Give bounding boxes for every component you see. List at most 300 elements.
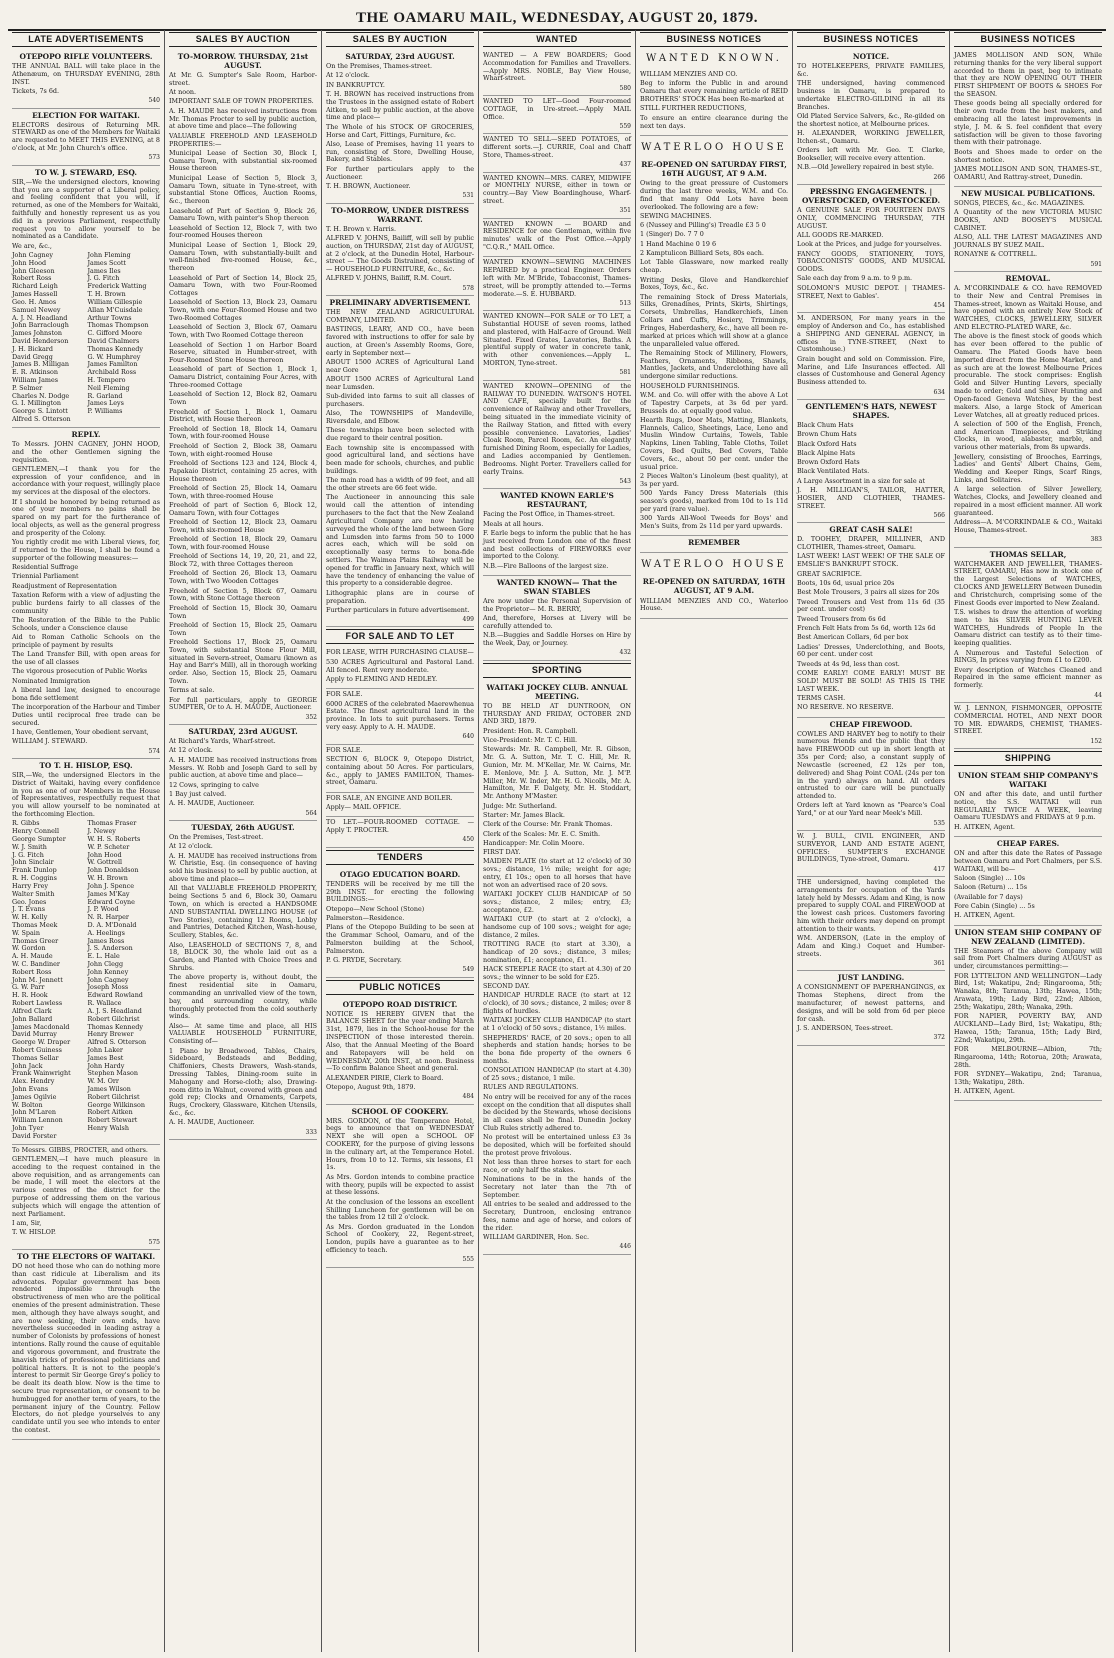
ad-title: RE-OPENED ON SATURDAY, 16TH AUGUST, AT 9 A.M.: [642, 577, 786, 596]
signatory-name: Alfred S. Otterson: [87, 1038, 147, 1047]
ad-text: 530 ACRES Agricultural and Pastoral Land. All fenced. Rent very moderate.: [326, 657, 474, 674]
ad-text: HANDICAP HURDLE RACE (to start at 12 o'clock), of 30 sovs.; distance, 2 miles; over 8 flights of hurdles.: [483, 991, 631, 1016]
ad-text: FOR NAPIER, POVERTY BAY, AND AUCKLAND—Lady Bird, 1st; Wakatipu, 8th; Hawea, 15th; Taranua, 15th; Lady Bird, 22nd; Wakatipu, 29th.: [954, 1012, 1102, 1044]
ad-text: The above is the finest stock of goods which has ever been offered to the public of Oamaru. The Plated Goods have been imported direct from the Home Market, and as such are at the lowest Melbourne Prices procurable. The stock comprises: English Gold and Silver Hunting Levers, specially made to order; Gold and Silver Hunting and Open-faced Geneva Watches, by the best makers. Also, a large Stock of American Lever Watches, all at greatly reduced prices.: [954, 332, 1102, 419]
column-6: [793, 30, 950, 1652]
ad-title: NEW MUSICAL PUBLICATIONS.: [961, 188, 1095, 198]
ad-text: A GENUINE SALE FOR FOURTEEN DAYS ONLY, COMMENCING THURSDAY, 7TH AUGUST.: [797, 205, 945, 230]
advertisement: [483, 50, 631, 96]
ad-text: TENDERS will be received by me till the 29th INST. for erecting the following BUILDINGS:—: [326, 879, 474, 904]
advertisement: [326, 647, 474, 689]
section-heading: WANTED: [483, 32, 631, 47]
ad-text: W. J. BULL, CIVIL ENGINEER, AND SURVEYOR, LAND AND ESTATE AGENT, OFFICES: SUMPTER'S EXCHANGE BUILDINGS, Tyne-street, Oamaru.: [797, 831, 945, 864]
signatory-name: G. W. Humphrey: [87, 352, 141, 361]
signatory-name: J. P. Wood: [87, 905, 119, 914]
ad-text: Leasehold of Part of Section 9, Block 26, Oamaru Town, with painter's Shop thereon: [169, 206, 317, 223]
signatory-name: W. H. S. Roberts: [87, 835, 141, 843]
ad-text: Freehold of Sections 123 and 124, Block 4, Papakaio District, containing 25 acres, with House thereon: [169, 458, 317, 483]
ad-number: 446: [619, 1243, 631, 1251]
signatory-name: H. R. Hook: [12, 991, 48, 1000]
signatory-name: W. Spain: [12, 928, 40, 937]
ad-text: Sub-divided into farms to suit all classes of purchasers.: [326, 392, 474, 409]
ad-text: The Whole of his STOCK OF GROCERIES, Horse and Cart, Fittings, Furniture, &c.: [326, 122, 474, 139]
ad-text: SIR,—We the undersigned electors, knowing that you are a supporter of a Liberal policy, and feeling confident that you will, if returned, as one of the Members for Waitaki, faithfully and honestly represent us as you did in a previous Parliament, respectfully request you to allow yourself to be nominated as a Candidate.: [12, 177, 160, 241]
ad-text: THE Steamers of the above Company will sail from Port Chalmers during AUGUST as under, circumstances permitting:—: [954, 946, 1102, 971]
ad-text: President: Hon. R. Campbell.: [483, 726, 578, 735]
ad-text: NO RESERVE. NO RESERVE.: [797, 703, 894, 712]
ad-text: THE undersigned, having completed the arrangements for occupation of the Yards lately held by Messrs. Adam and King, is now prepared to supply COAL and FIREWOOD at the lowest cash prices. Customers favoring him with their orders may depend on prompt attention to their wants.: [797, 877, 945, 933]
ad-text: A Numerous and Tasteful Selection of RINGS, In prices varying from £1 to £200.: [954, 648, 1102, 665]
signatory-name: W. C. Bandiner: [12, 960, 60, 968]
signatory-name: A. Heelings: [87, 928, 125, 937]
ad-text: 1 Bay just calved.: [169, 790, 227, 798]
advertisement: [326, 296, 474, 627]
ad-text: Leasehold of Part of Section 14, Block 25, Oamaru Town, with two Four-Roomed Cottages: [169, 273, 317, 298]
ad-text: H. ALEXANDER, WORKING JEWELLER, Itchen-st., Oamaru.: [797, 129, 945, 145]
signatory-name: John Tyer: [12, 1124, 44, 1133]
ad-text: At 12 o'clock.: [169, 746, 213, 755]
display-heading: WATERLOO HOUSE: [641, 141, 787, 153]
signatory-name: A. J. S. Headland: [87, 1006, 142, 1015]
signatory-name: James Familton: [87, 360, 138, 369]
ad-text: Freehold of Sections 14, 19, 20, 21, and 22, Block 72, with three Cottages thereon: [169, 552, 317, 569]
advertisement: [797, 313, 945, 400]
ad-text: Vice-President: Mr. T. C. Hill.: [483, 736, 578, 745]
ad-text: The above property is, without doubt, the finest residential site in Oamaru, commanding an unrivalled view of the town, bay, and surrounding country, while thoroughly protected from the cold southerly winds.: [169, 973, 317, 1021]
advertisement: [12, 109, 160, 166]
advertisement: [640, 69, 788, 136]
ad-text: WANTED TO LET—Good Four-roomed COTTAGE, in Ure-street.—Apply MAIL Office.: [483, 97, 631, 121]
ad-text: Freehold of Section 2, Block 38, Oamaru Town, with eight-roomed House: [169, 441, 317, 458]
ad-text: Freehold of Section 25, Block 14, Oamaru Town, with three-roomed House: [169, 483, 317, 500]
signatory-list: [12, 252, 160, 424]
ad-text: Ladies' Dresses, Underclothing, and Boots, 60 per cent. under cost: [797, 642, 945, 659]
signatory-name: Robert Ross: [12, 967, 52, 976]
ad-text: A liberal land law, designed to encourage bona fide settlement: [12, 685, 160, 702]
signatory-name: W. H. Brown: [87, 874, 128, 883]
ad-text: Fore Cabin (Single) ... 5s: [954, 901, 1035, 910]
signatory-name: Charles N. Dodge: [12, 391, 70, 400]
ad-text: Freehold of part of Section 6, Block 12, Oamaru Town, with four Cottages: [169, 500, 317, 517]
ad-text: Also, LEASEHOLD of SECTIONS 7, 8, and 18, BLOCK 30, the whole laid out as a Garden, and Planted with Choice Trees and Shrubs.: [169, 940, 317, 972]
signatory-name: Robert Stewart: [87, 1116, 138, 1125]
ad-text: STILL FURTHER REDUCTIONS,: [640, 104, 747, 113]
ad-text: T.S. wishes to draw the attention of working men to his SILVER HUNTING LEVER WATCHES, Hundreds of People In the Oamaru district can testify as to their time-keeping qualities.: [954, 607, 1102, 648]
ad-text: Otepopo—New School (Stone): [326, 904, 425, 913]
ad-text: These townships have been selected with due regard to their central position.: [326, 426, 474, 443]
ad-text: Hearth Rugs, Door Mats, Matting, Blankets, Flannels, Calico, Sheetings, Lace, Leno and Muslin Window Curtains, Towels, Table Napkins, Linen Tabling, Table Cloths, Toilet Covers, Bed Quilts, Bed Covers, Table Covers, &c., about 50 per cent. under the usual price.: [640, 415, 788, 471]
ad-text: Apply to FLEMING AND HEDLEY.: [326, 674, 438, 683]
advertisement: [483, 489, 631, 576]
signatory-name: Thomas Fraser: [87, 819, 137, 828]
ad-text: Readjustment of Representation: [12, 581, 117, 590]
ad-text: IMPORTANT SALE OF TOWN PROPERTIES.: [169, 97, 314, 106]
signatory-name: John Hood: [12, 258, 47, 267]
ad-title: ELECTION FOR WAITAKI.: [32, 110, 140, 120]
ad-text: Orders left at Yard known as "Pearce's Coal Yard," or at our Yard near Meek's Mill.: [797, 801, 945, 818]
signatory-name: H. Tempero: [87, 376, 126, 384]
ad-number: 351: [619, 207, 631, 215]
signatory-name: William Gillespie: [87, 297, 143, 306]
ad-text: Are now under the Personal Supervision of the Proprietor— M. R. BERRY,: [483, 597, 631, 613]
columns-container: [8, 30, 1106, 1652]
advertisement: [797, 400, 945, 524]
signatory-name: D. A. M'Donald: [87, 920, 137, 929]
column-4: [479, 30, 636, 1652]
signatory-name: T. H. Brown: [87, 290, 126, 299]
advertisement: [326, 745, 474, 793]
advertisement: [169, 50, 317, 725]
ad-text: A CONSIGNMENT OF PAPERHANGINGS, ex Thomas Stephens, direct from the manufacturer, of newest patterns, and designs, and will be sold from 6d per piece for cash.: [797, 983, 945, 1023]
ad-text: Boots and Shoes made to order on the shortest notice.: [954, 147, 1102, 164]
ad-text: Freehold Sections 17, Block 25, Oamaru Town, with substantial Stone Flour Mill, situated in Severn-street, Oamaru (known as Hay and Barr's Mill), all in thorough working order. Also, Section 15, Block 25, Oamaru Town.: [169, 637, 317, 686]
ad-text: To ensure an entire clearance during the next ten days.: [640, 113, 788, 130]
ad-text: JAMES MOLLISON AND SON, While returning thanks for the very liberal support accorded to them in past, beg to intimate that they are NOW OPENING OUT THEIR FIRST SHIPMENT OF BOOTS & SHOES For the SEASON.: [954, 50, 1102, 99]
ad-text: Facing the Post Office, in Thames-street.: [483, 510, 615, 519]
ad-text: 1 Hand Machine 0 19 6: [640, 239, 717, 248]
advertisement: [954, 272, 1102, 548]
ad-number: 361: [933, 960, 945, 968]
signatory-name: J. G. Fitch: [12, 850, 44, 859]
advertisement: [483, 576, 631, 661]
advertisement: [954, 703, 1102, 749]
advertisement: [483, 311, 631, 381]
ad-text: Residential Suffrage: [12, 563, 79, 572]
ad-text: ALFRED V. JOHNS, Bailiff, R.M. Court.: [326, 274, 452, 283]
advertisement: [483, 219, 631, 258]
ad-text: Lithographic plans are in course of preparation.: [326, 588, 474, 605]
ad-title: OTEPOPO RIFLE VOLUNTEERS.: [19, 51, 153, 61]
ad-number: 383: [1090, 536, 1102, 544]
signatory-name: C. Gifford Moore: [87, 329, 143, 338]
ad-text: Beg to inform the Public in and around Oamaru that every remaining article of REID BROTHERS' STOCK Has been Re-marked at: [640, 79, 788, 104]
signatory-name: J. S. Anderson: [87, 944, 133, 953]
signatory-name: A. H. Maude: [12, 952, 53, 961]
ad-text: Black Alpine Hats: [797, 448, 855, 457]
ad-number: 549: [462, 966, 474, 974]
signatory-name: E. L. Hale: [87, 952, 120, 961]
ad-text: We are, &c.,: [12, 241, 52, 250]
ad-text: Also, Lease of Premises, having 11 years to run, consisting of Store, Dwelling House, Bakery, and Stables.: [326, 139, 474, 164]
signatory-name: R. H. Coggins: [12, 874, 57, 883]
ad-text: WILLIAM MENZIES AND CO., Waterloo House.: [640, 596, 788, 613]
signatory-name: James Ross: [87, 936, 125, 945]
signatory-name: John Barraclough: [12, 321, 69, 330]
advertisement: [483, 681, 631, 1255]
signatory-column: [12, 252, 85, 424]
ad-text: FOR SALE, AN ENGINE AND BOILER.: [326, 793, 453, 802]
ad-text: And, therefore, Horses at Livery will be carefully attended to.: [483, 614, 631, 631]
signatory-name: Edward Rowland: [87, 991, 143, 1000]
ad-text: WANTED KNOWN—SEWING MACHINES REPAIRED by a practical Engineer. Orders left with Mr. M'Bride, Tobacconist, Thames-street, will be promptly attended to.—Terms moderate.—S. E. HUBBARD.: [483, 258, 631, 298]
signatory-name: James B. Milligan: [12, 360, 70, 369]
ad-text: D. TOOHEY, DRAPER, MILLINER, AND CLOTHIER, Thames-street, Oamaru.: [797, 535, 945, 552]
signatory-name: Thomas Meek: [12, 920, 58, 929]
ad-text: WILLIAM MENZIES AND CO.: [640, 70, 738, 79]
ad-text: F. Earle begs to inform the public that he has just received from London one of the finest and best collections of FIREWORKS ever imported to the Colony.: [483, 528, 631, 561]
ad-text: J. S. ANDERSON, Tees-street.: [797, 1023, 893, 1032]
ad-text: SECTION 6, BLOCK 9, Otepopo District, containing about 50 Acres. For particulars, &c., apply to JAMES FAMILTON, Thames-street, Oamaru.: [326, 754, 474, 787]
ad-title: PRESSING ENGAGEMENTS. | OVERSTOCKED, OVERSTOCKED.: [801, 186, 941, 205]
ad-text: No protest will be entertained unless £3 3s be deposited, which will be forfeited should the protest prove frivolous.: [483, 1133, 631, 1157]
advertisement: [483, 257, 631, 311]
ad-text: ALL GOODS RE-MARKED.: [797, 230, 884, 239]
advertisement: [797, 877, 945, 971]
advertisement: [12, 1145, 160, 1250]
ad-text: SOLOMON'S MUSIC DEPOT. | THAMES-STREET, Next to Gables'.: [797, 283, 945, 300]
ad-title: CHEAP FARES.: [996, 839, 1060, 849]
ad-text: DO not heed those who can do nothing more than cast ridicule at Liberalism and its advocates. Popular government has been rendered impossible through the obstructiveness of men who are the political enemies of the present administration. These men, although they have always sought, and are now seeking, their own ends, have nevertheless succeeded in leading astray a number of Colonists by professions of honest intentions. Rally round the cause of equitable and vigorous government, and frustrate the knavish tricks of professional politicians and political hatters. It is not to the people's interest to permit Sir George Grey's policy to be dealt its death blow. Now is the time to secure true representation, or consent to be humbugged for another term of years, to the permanent injury of the Country. Fellow Electors, do not pledge yourselves to any candidate until you see who intends to enter the contest.: [12, 1261, 160, 1435]
signatory-name: Thomas Thompson: [87, 321, 149, 330]
ad-title: NOTICE.: [852, 51, 890, 61]
signatory-name: John Clegg: [87, 960, 124, 968]
signatory-name: James Scott: [87, 258, 126, 267]
signatory-column: [88, 820, 161, 1140]
signatory-list: [12, 820, 160, 1140]
masthead: THE OAMARU MAIL, WEDNESDAY, AUGUST 20, 1879.: [8, 6, 1106, 31]
signatory-name: James Wilson: [87, 1085, 131, 1093]
ad-text: For full particulars, apply to GEORGE SUMPTER, Or to A. H. MAUDE, Auctioneer.: [169, 695, 317, 712]
signatory-name: James Best: [87, 1053, 124, 1062]
ad-text: Apply— MAIL OFFICE.: [326, 802, 402, 811]
signatory-name: James Iles: [87, 266, 121, 275]
ad-text: 500 Yards Fancy Dress Materials (this season's goods), marked from 10d to 1s 11d per yard (rare value).: [640, 489, 788, 513]
signatory-name: James Ogilvie: [12, 1092, 57, 1101]
ad-text: For further particulars apply to the Auctioneer.: [326, 164, 474, 181]
ad-text: Best Mole Trousers, 3 pairs all sizes for 20s: [797, 588, 940, 597]
advertisement: [326, 204, 474, 297]
ad-text: Nominated Immigration: [12, 676, 91, 685]
signatory-name: Thomas Sellar: [12, 1053, 59, 1062]
ad-number: 573: [148, 154, 160, 162]
ad-text: Municipal Lease of Section 5, Block 3, Oamaru Town, situate in Tyne-street, with substantial Stone Offices, Auction Rooms, &c., thereon: [169, 173, 317, 206]
ad-text: T. H. BROWN, Auctioneer.: [326, 181, 411, 190]
ad-text: Freehold of Section 18, Block 14, Oamaru Town, with four-roomed House: [169, 424, 317, 441]
ad-text: T. W. HISLOP.: [12, 1228, 56, 1237]
signatory-name: Alfred S. Otterson: [12, 415, 71, 424]
ad-number: 152: [1090, 737, 1102, 745]
ad-text: WANTED — A FEW BOARDERS; Good Accommodation for Families and Travellers.—Apply MRS. NOBLE, Bay View House, Wharf-street.: [483, 50, 631, 83]
ad-text: No entry will be received for any of the races except on the condition that all disputes shall be decided by the Stewards, whose decisions in all cases shall be final. Dunedin Jockey Club Rules strictly adhered to.: [483, 1092, 631, 1132]
advertisement: [12, 166, 160, 428]
section-heading: BUSINESS NOTICES: [640, 32, 788, 47]
column-1: [8, 30, 165, 1652]
ad-text: VALUABLE FREEHOLD AND LEASEHOLD PROPERTIES:—: [169, 131, 317, 148]
signatory-name: James Hassell: [12, 290, 58, 299]
signatory-name: Thomas Kennedy: [87, 1022, 144, 1031]
ad-text: RULES AND REGULATIONS.: [483, 1083, 579, 1092]
ad-number: 559: [619, 122, 631, 130]
ad-text: FIRST DAY.: [483, 848, 521, 857]
advertisement: [326, 689, 474, 744]
section-heading: LATE ADVERTISEMENTS: [12, 32, 160, 47]
signatory-name: David Henderson: [12, 336, 69, 345]
ad-text: On the Premises, Test-street.: [169, 832, 264, 841]
ad-number: 333: [305, 1128, 317, 1136]
ad-text: Lot Table Glassware, now marked really cheap.: [640, 258, 788, 275]
advertisement: [797, 523, 945, 717]
ad-text: Freehold of Section 1, Block 1, Oamaru District, with House thereon: [169, 407, 317, 424]
ad-text: The incorporation of the Harbour and Timber Duties until reciprocal free trade can be secured.: [12, 703, 160, 727]
signatory-name: R. Wallace: [87, 999, 122, 1008]
signatory-column: [12, 820, 85, 1140]
signatory-name: Allan M'Cuisdale: [87, 305, 143, 314]
ad-text: SHEPHERDS' RACE, of 20 sovs.; open to all shepherds and station hands; horses to be the bona fide property of the owners 6 months.: [483, 1033, 631, 1065]
ad-title: TO THE ELECTORS OF WAITAKI.: [16, 1251, 156, 1261]
ad-text: TO BE HELD AT DUNTROON, ON THURSDAY AND FRIDAY, OCTOBER 2ND AND 3RD, 1879.: [483, 701, 631, 726]
ad-text: 6000 ACRES of the celebrated Maerewhenua Estate. The finest agricultural land in the province. In lots to suit purchasers. Terms very easy. Apply to A. H. MAUDE.: [326, 699, 474, 731]
ad-text: Saloon (Single) ... 10s: [954, 874, 1026, 882]
ad-text: At 12 o'clock.: [169, 842, 213, 851]
ad-number: 432: [619, 649, 631, 657]
signatory-name: W. H. Kelly: [12, 913, 48, 922]
ad-text: JAMES MOLLISON AND SON, THAMES-ST., OAMARU, And Rattray-street, Dunedin.: [954, 164, 1102, 181]
advertisement: [169, 821, 317, 1140]
ad-number: 372: [933, 1034, 945, 1042]
signatory-name: John J. Spence: [87, 881, 135, 890]
ad-number: 531: [462, 192, 474, 200]
ad-text: WATCHMAKER AND JEWELLER, THAMES-STREET, OAMARU, Has now in stock one of the Largest Selections of WATCHES, CLOCKS AND JEWELLERY Between Dunedin and Christchurch, comprising some of the Finest Goods ever imported to New Zealand.: [954, 559, 1102, 607]
ad-text: ON and after this date the Rates of Passage between Oamaru and Port Chalmers, per S.S. WAITAKI, will be—: [954, 849, 1102, 873]
signatory-name: John Kenney: [87, 967, 129, 976]
ad-text: GENTLEMEN,—I have much pleasure in acceding to the request contained in the above requisition, and as arrangements can be made, I will meet the electors at the various centres of the district for the purpose of addressing them on the various subjects which will engage the attention of next Parliament.: [12, 1155, 160, 1218]
signatory-name: Archibald Ross: [87, 368, 137, 377]
signatory-name: Frederick Watting: [87, 282, 147, 291]
ad-text: T. H. BROWN has received instructions from the Trustees in the assigned estate of Robert Aitken, to sell by public auction, at the above time and place—: [326, 89, 474, 122]
ad-text: Freehold of Section 18, Block 29, Oamaru Town, with four-roomed House: [169, 535, 317, 552]
signatory-name: George W. Draper: [12, 1038, 71, 1047]
advertisement: [954, 187, 1102, 272]
ad-text: Meals at all hours.: [483, 519, 544, 528]
ad-title: GREAT CASH SALE!: [829, 525, 913, 535]
ad-text: Boots, 10s 6d, usual price 20s: [797, 578, 895, 587]
ad-text: WANTED KNOWN—FOR SALE or TO LET, a Substantial HOUSE of seven rooms, lathed and plastered, with Half-acre of Ground. Well Situated. Fixed Grates, Lavatories, Baths. A plentiful supply of water in concrete tank, with other conveniences.—Apply L. MORTON, Tyne-street.: [483, 312, 631, 368]
ad-text: Palmerston—Residence.: [326, 913, 405, 922]
signatory-name: James Macdonald: [12, 1022, 70, 1031]
signatory-name: Neil Fleming: [87, 383, 130, 392]
ad-text: Brown Oxford Hats: [797, 458, 860, 467]
ad-text: ON and after this date, and until further notice, the S.S. WAITAKI will run REGULARLY TWICE A WEEK, leaving Oamaru TUESDAYS and FRIDAYS at 9 p.m.: [954, 789, 1102, 822]
section-heading: SALES BY AUCTION: [326, 32, 474, 47]
signatory-name: Henry Brewer: [87, 1030, 134, 1039]
section-heading: BUSINESS NOTICES: [954, 32, 1102, 47]
advertisement: [12, 1250, 160, 1440]
ad-text: The Auctioneer in announcing this sale would call the attention of intending purchasers to the fact that the New Zealand Agricultural Company are now having surveyed the whole of the land between Gore and Lumsden into farms from 50 to 1000 acres each, which will be sold on exceptionally easy terms to bona-fide settlers. The Waimea Plains Railway will be opened for traffic in January next, which will have the tendency of enhancing the value of this property to a considerable degree.: [326, 493, 474, 588]
section-heading: BUSINESS NOTICES: [797, 32, 945, 47]
ad-number: 543: [619, 477, 631, 485]
ad-text: Leasehold of Section 12, Block 82, Oamaru Town: [169, 390, 317, 407]
ad-text: TO LET.—FOUR-ROOMED COTTAGE. —Apply T. PROCTER.: [326, 818, 474, 835]
ad-text: Not less than three horses to start for each race, or only half the stakes.: [483, 1158, 631, 1174]
ad-text: As Mrs. Gordon graduated in the London School of Cookery, 22, Regent-street, London, pupils have a guarantee as to her efficiency to teach.: [326, 1222, 474, 1255]
ad-text: The Remaining Stock of Millinery, Flowers, Feathers, Ornaments, Ribbons, Shawls, Mantles, Jackets, and Underclothing have all undergone similar reductions.: [640, 348, 788, 381]
section-heading: TENDERS: [326, 850, 474, 865]
ad-title: WAITAKI JOCKEY CLUB. ANNUAL MEETING.: [486, 682, 628, 701]
ad-text: RONAYNE & COTTRELL.: [954, 250, 1037, 259]
ad-text: Otepopo, August 9th, 1879.: [326, 1082, 416, 1091]
ad-text: N.B.—Old Jewellery repaired in best style.: [797, 163, 934, 172]
advertisement: [483, 134, 631, 172]
ad-text: A Quantity of the new VICTORIA MUSIC BOOKS, AND BOOSEY'S MUSICAL CABINET.: [954, 208, 1102, 232]
ad-text: BASTINGS, LEARY, AND CO., have been favored with instructions to offer for sale by auction, at Green's Assembly Rooms, Gore, early in September next—: [326, 325, 474, 357]
ad-text: A. H. MAUDE has received instructions from Messrs. W. Robb and Joseph Gard to sell by public auction, at above time and place—: [169, 755, 317, 780]
advertisement: [326, 50, 474, 204]
ad-text: MAIDEN PLATE (to start at 12 o'clock) of 30 sovs.; distance, 1½ mile; weight for age; entry, £1 10s.; open to all horses that have not won an advertised race of 20 sovs.: [483, 857, 631, 889]
ad-text: Freehold of Section 15, Block 30, Oamaru Town: [169, 603, 317, 620]
signatory-name: John Hood: [87, 850, 122, 859]
ad-text: 300 Yards All-Wool Tweeds for Boys' and Men's Suits, from 2s 11d per yard upwards.: [640, 514, 788, 530]
ad-text: Leasehold of part of Section 1, Block 1, Oamaru District, containing Four Acres, with Three-roomed Cottage: [169, 365, 317, 390]
advertisement: [640, 536, 788, 553]
section-heading: PUBLIC NOTICES: [326, 980, 474, 995]
ad-text: At Mr. G. Sumpter's Sale Room, Harbor-street.: [169, 71, 317, 87]
ad-text: N.B.—Fire Balloons of the largest size.: [483, 561, 609, 570]
signatory-name: Robert Gilchrist: [87, 1014, 140, 1023]
signatory-name: Joseph Moss: [87, 983, 129, 992]
ad-text: The vigorous prosecution of Public Works: [12, 667, 148, 676]
ad-text: Address—A. M'CORKINDALE & CO., Waitaki House, Thames-street.: [954, 518, 1102, 534]
signatory-name: Henry Connell: [12, 827, 60, 836]
ad-title: WANTED KNOWN— That the SWAN STABLES: [496, 578, 618, 597]
ad-text: FOR LYTTELTON AND WELLINGTON—Lady Bird, 1st; Wakatipu, 2nd; Ringarooma, 5th; Wanaka, 8th; Taranua, 13th; Hawea, 15th; Arawata, 19th; Lady Bird, 22nd; Albion, 25th; Wakatipu, 28th; Wanaka, 29th.: [954, 971, 1102, 1011]
ad-number: 640: [462, 733, 474, 741]
signatory-name: James Leys: [87, 399, 124, 408]
ad-text: M. ANDERSON, For many years in the employ of Anderson and Co., has established a SHIPPING AND GENERAL AGENCY, in offices in TYNE-STREET, (Next to Customhouse.): [797, 314, 945, 354]
signatory-name: Geo. H. Amos: [12, 297, 57, 306]
display-heading: WATERLOO HOUSE: [641, 559, 787, 571]
signatory-name: Geo. Jones: [12, 897, 47, 906]
ad-number: 634: [933, 388, 945, 396]
advertisement: [954, 548, 1102, 703]
signatory-name: David Murray: [12, 1030, 57, 1039]
signatory-name: R. Garland: [87, 391, 123, 400]
signatory-name: W. J. Smith: [12, 842, 47, 851]
column-7: [950, 30, 1106, 1652]
ad-text: W.M. and Co. will offer with the above A Lot of Tapestry Carpets, at 3s 6d per yard. Brussels do. at equally good value.: [640, 390, 788, 415]
ad-text: Leasehold of Section 12, Block 7, with two four-roomed Houses thereon: [169, 223, 317, 240]
signatory-name: Robert Lawless: [12, 999, 63, 1008]
ad-text: All that VALUABLE FREEHOLD PROPERTY, being Sections 5 and 6, Block 30, Oamaru Town, on which is erected a HANDSOME AND SUBSTANTIAL DWELLING HOUSE (of Two Stories), containing 12 Rooms, Lobby and Pantries, Detached Kitchen, Wash-house, Scullery, Stables, &c.: [169, 884, 317, 940]
signatory-name: George Sumpter: [12, 835, 66, 843]
ad-text: HOUSEHOLD FURNISHINGS.: [640, 381, 740, 390]
ad-text: If I should be honored by being returned as one of your members no pains shall be spared on my part for the furtherance of local objects, as well as the general progress and prosperity of the Colony.: [12, 497, 160, 537]
signatory-name: Samuel Newey: [12, 305, 61, 314]
ad-title: CHEAP FIREWOOD.: [829, 719, 913, 729]
signatory-name: Harry Frey: [12, 881, 49, 890]
ad-text: Plans of the Otepopo Building to be seen at the Grammar School, Oamaru, and of the Palmerston building at the School, Palmerston.: [326, 923, 474, 955]
ad-text: Tweed Trousers and Vest from 11s 6d (35 per cent. under cost): [797, 597, 945, 614]
ad-text: WM. ANDERSON, (Late in the employ of Adam and King.) Coquet and Humber-streets.: [797, 934, 945, 958]
ad-text: A. H. MAUDE has received instructions from Mr. Thomas Procter to sell by public auction, at above time and place—The following: [169, 106, 317, 131]
signatory-name: Henry Walsh: [87, 1124, 129, 1133]
ad-text: Judge: Mr. Sutherland.: [483, 801, 557, 810]
ad-title: REPLY.: [71, 429, 101, 439]
ad-text: As Mrs. Gordon intends to combine practice with theory, pupils will be expected to assist at these lessons.: [326, 1172, 474, 1197]
signatory-name: N. R. Harper: [87, 913, 129, 922]
ad-text: CONSOLATION HANDICAP (to start at 4.30) of 25 sovs.; distance, 1 mile.: [483, 1066, 631, 1083]
ad-text: ALEXANDER PIRIE, Clerk to Board.: [326, 1073, 444, 1082]
signatory-name: John Cagney: [12, 251, 53, 259]
ad-text: Clerk of the Course: Mr. Frank Thomas.: [483, 820, 613, 829]
ad-text: A. M'CORKINDALE & CO. have REMOVED to their New and Central Premises in Thames-street, known as Waitaki House, and have opened with an entirely New Stock of WATCHES, CLOCKS, JEWELLERY, SILVER AND ELECTRO-PLATED WARE, &c.: [954, 284, 1102, 332]
advertisement: [12, 759, 160, 1145]
ad-text: 6 (Nussey and Pilling's) Treadle £3 5 0: [640, 221, 766, 230]
ad-text: A Large Assortment in a size for sale at: [797, 476, 926, 485]
advertisement: [954, 769, 1102, 837]
advertisement: [12, 50, 160, 109]
ad-text: Tickets, 7s 6d.: [12, 86, 60, 95]
ad-text: SONGS, PIECES, &c., &c. MAGAZINES.: [954, 199, 1085, 207]
